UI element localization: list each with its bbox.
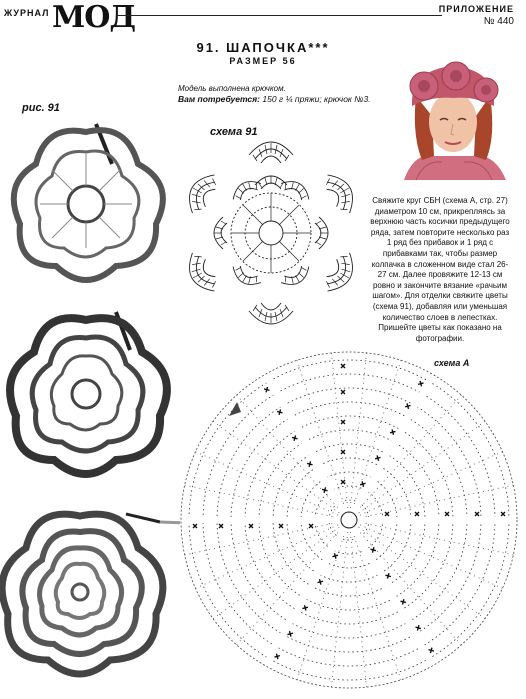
issue-number: № 440 bbox=[483, 16, 514, 27]
materials-value: 150 г ¼ пряжи; крючок №3. bbox=[260, 94, 371, 104]
appendix-label: ПРИЛОЖЕНИЕ bbox=[438, 4, 514, 14]
materials-label: Вам потребуется: bbox=[178, 94, 260, 104]
flower-photo-1 bbox=[14, 124, 163, 280]
magazine-name-small: ЖУРНАЛ bbox=[4, 8, 50, 18]
start-arrow-icon bbox=[229, 402, 241, 416]
instructions-text: Свяжите круг СБН (схема А, стр. 27) диаметром 10 см, прикрепляясь за верхнюю часть косички предыдущего ряда, затем повторите несколько раз 1 ряд без прибавок и 1 ряд с прибавками так, чтобы размер колпачка в сложенном виде стал 26-27 см. Далее провяжите 12-13 см ровно и закончите вязание «рачьим шагом». Для отделки свяжите цветы (схема 91), добавляя или уменьшая количество слоев в лепестках. Пришейте цветы как показано на фотографии. bbox=[370, 196, 510, 343]
magazine-logo: МОД bbox=[52, 0, 136, 35]
model-photo bbox=[394, 56, 512, 180]
scheme-91-label: схема 91 bbox=[210, 126, 258, 138]
figure-label: рис. 91 bbox=[22, 102, 60, 114]
pattern-size: РАЗМЕР 56 bbox=[229, 56, 297, 66]
pattern-title: 91. ШАПОЧКА*** bbox=[196, 40, 330, 55]
header-rule bbox=[116, 15, 442, 16]
scheme-a-diagram bbox=[176, 348, 522, 692]
flower-photo-2 bbox=[10, 312, 167, 474]
scheme-a-label: схема А bbox=[434, 358, 470, 368]
scheme-91-diagram bbox=[176, 128, 366, 338]
model-photo-illustration bbox=[394, 56, 512, 180]
flower-photos bbox=[0, 112, 180, 692]
materials-line bbox=[178, 94, 371, 104]
model-note: Модель выполнена крючком. bbox=[178, 84, 286, 93]
flower-photo-3 bbox=[2, 514, 180, 674]
